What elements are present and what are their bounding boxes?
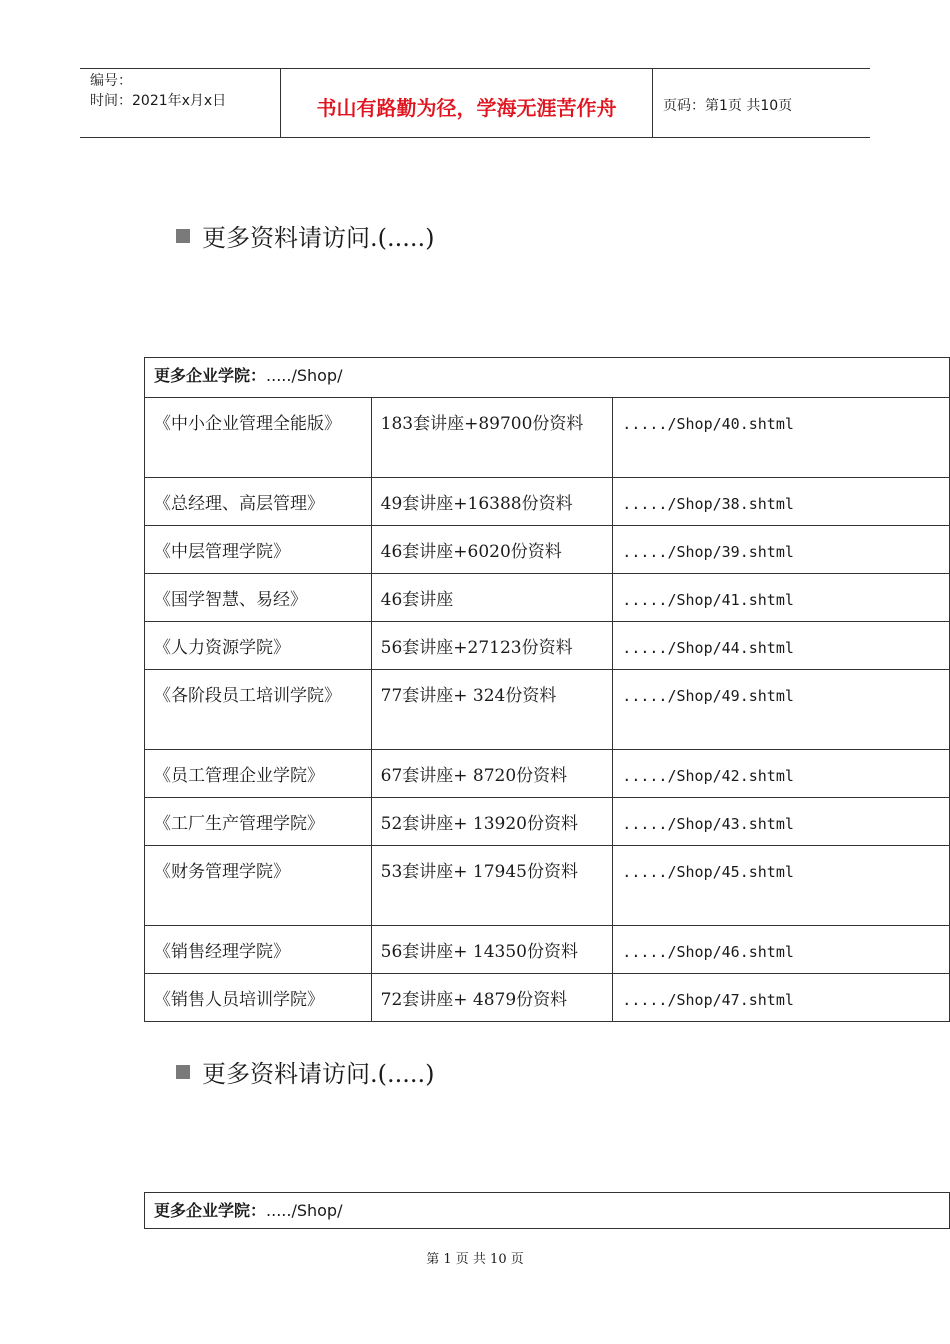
academy-link[interactable]: ...../Shop/39.shtml [613, 526, 950, 574]
section-heading [176, 1054, 435, 1089]
academy-name: 《工厂生产管理学院》 [145, 798, 372, 846]
academy-name: 《各阶段员工培训学院》 [145, 670, 372, 750]
page-footer: 第 1 页 共 10 页 [426, 1252, 524, 1267]
academy-name: 《总经理、高层管理》 [145, 478, 372, 526]
academy-name: 《中层管理学院》 [145, 526, 372, 574]
section-heading-text: 更多资料请访问.(.....) [202, 1060, 435, 1088]
academy-count: 46套讲座+6020份资料 [371, 526, 613, 574]
academy-count: 53套讲座+ 17945份资料 [371, 846, 613, 926]
table-row [145, 798, 950, 846]
header-meta [80, 69, 280, 137]
academy-link[interactable]: ...../Shop/44.shtml [613, 622, 950, 670]
academy-link[interactable]: ...../Shop/40.shtml [613, 398, 950, 478]
table-row [145, 478, 950, 526]
document-date: 时间：2021年x月x日 [90, 93, 227, 109]
header-motto: 书山有路勤为径，学海无涯苦作舟 [280, 69, 653, 137]
academy-count: 67套讲座+ 8720份资料 [371, 750, 613, 798]
table-row [145, 398, 950, 478]
table-row [145, 846, 950, 926]
academy-table [144, 1192, 950, 1229]
academy-count: 72套讲座+ 4879份资料 [371, 974, 613, 1022]
section-heading [176, 218, 435, 253]
academy-link[interactable]: ...../Shop/38.shtml [613, 478, 950, 526]
academy-link[interactable]: ...../Shop/45.shtml [613, 846, 950, 926]
academy-count: 49套讲座+16388份资料 [371, 478, 613, 526]
academy-count: 183套讲座+89700份资料 [371, 398, 613, 478]
table-header-cell [145, 1193, 950, 1229]
header-page-info: 页码：第1页 共10页 [663, 98, 793, 114]
square-bullet-icon [176, 229, 190, 243]
table-header-url[interactable]: ...../Shop/ [266, 1201, 343, 1220]
academy-count: 56套讲座+ 14350份资料 [371, 926, 613, 974]
academy-count: 46套讲座 [371, 574, 613, 622]
table-row [145, 526, 950, 574]
academy-link[interactable]: ...../Shop/41.shtml [613, 574, 950, 622]
academy-name: 《员工管理企业学院》 [145, 750, 372, 798]
section-heading-text: 更多资料请访问.(.....) [202, 224, 435, 252]
document-number-label: 编号： [90, 73, 132, 89]
academy-link[interactable]: ...../Shop/42.shtml [613, 750, 950, 798]
table-row [145, 750, 950, 798]
academy-name: 《国学智慧、易经》 [145, 574, 372, 622]
table-header-url[interactable]: ...../Shop/ [266, 366, 343, 385]
table-row [145, 926, 950, 974]
table-header-label: 更多企业学院： [154, 1201, 267, 1220]
academy-link[interactable]: ...../Shop/43.shtml [613, 798, 950, 846]
academy-link[interactable]: ...../Shop/49.shtml [613, 670, 950, 750]
table-header-cell [145, 358, 950, 398]
academy-name: 《销售人员培训学院》 [145, 974, 372, 1022]
table-row [145, 574, 950, 622]
academy-table [144, 357, 950, 1022]
academy-name: 《销售经理学院》 [145, 926, 372, 974]
table-header-label: 更多企业学院： [154, 366, 267, 385]
table-row [145, 670, 950, 750]
academy-count: 56套讲座+27123份资料 [371, 622, 613, 670]
table-row [145, 622, 950, 670]
document-header [80, 68, 870, 138]
academy-link[interactable]: ...../Shop/47.shtml [613, 974, 950, 1022]
square-bullet-icon [176, 1065, 190, 1079]
academy-name: 《财务管理学院》 [145, 846, 372, 926]
academy-count: 77套讲座+ 324份资料 [371, 670, 613, 750]
academy-name: 《人力资源学院》 [145, 622, 372, 670]
academy-link[interactable]: ...../Shop/46.shtml [613, 926, 950, 974]
academy-count: 52套讲座+ 13920份资料 [371, 798, 613, 846]
academy-name: 《中小企业管理全能版》 [145, 398, 372, 478]
table-row [145, 974, 950, 1022]
